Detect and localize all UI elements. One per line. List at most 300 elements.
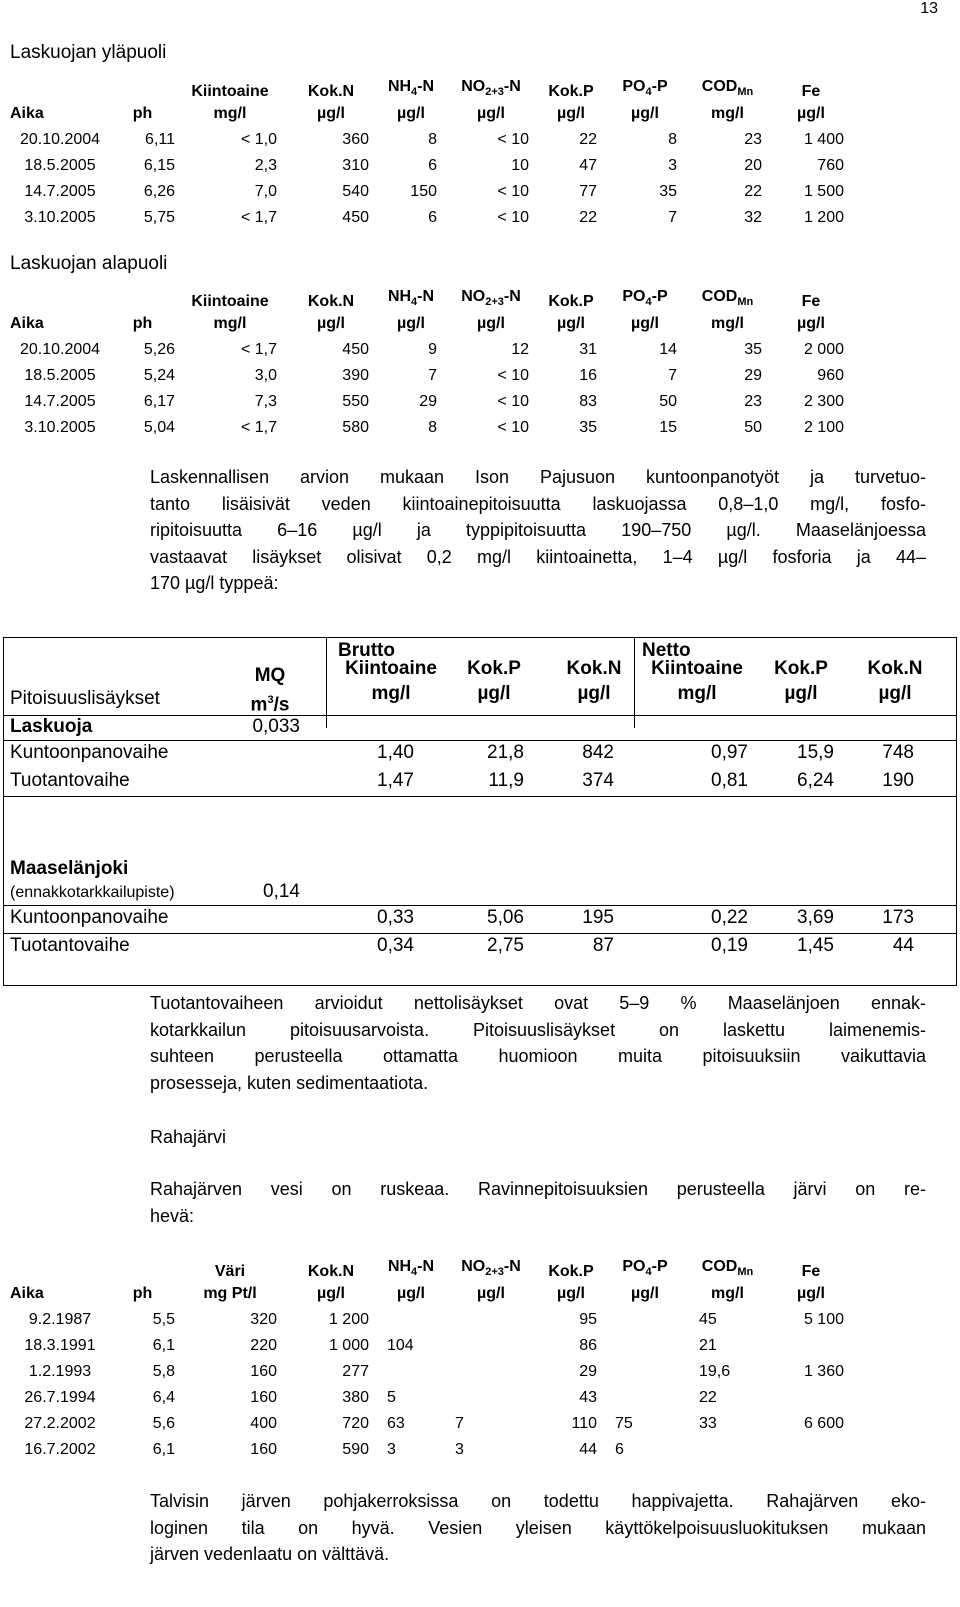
rahajarvi-cell: 29 [579,1363,597,1380]
upstream-cell: < 10 [497,209,529,226]
rahajarvi-cell: 160 [250,1389,277,1406]
upstream-header-kokn: Kok.N [307,83,355,100]
upstream-cell: 1 500 [803,183,844,200]
downstream-cell: 29 [744,367,762,384]
laskuoja-row-value: 1,40 [377,742,414,763]
rahajarvi-cell [445,1354,537,1380]
upstream-cell: 310 [342,157,369,174]
laskuoja-row-value: 842 [582,742,614,763]
rahajarvi-header-no23-unit: µg/l [477,1285,505,1302]
upstream-header-no23-unit: µg/l [477,105,505,122]
upstream-header-cod-unit: mg/l [711,105,744,122]
rahajarvi-row [10,1406,852,1432]
downstream-row [10,384,852,410]
header-unit: mg/l [371,683,411,704]
rahajarvi-cell: 6,1 [152,1337,175,1354]
upstream-cell: < 1,0 [240,131,277,148]
paragraph-line: Laskennallisen arvion mukaan Ison Pajusuon kuntoonpanotyöt ja turvetuo- [150,467,926,487]
rahajarvi-cell: 27.2.2002 [24,1415,96,1432]
upstream-header-aika [10,78,110,100]
downstream-cell: 35 [744,341,762,358]
upstream-header-cod: $COD_{Mn}$ [701,77,754,98]
downstream-cell: 3.10.2005 [24,419,96,436]
upstream-header-nh4-unit: µg/l [397,105,425,122]
upstream-row [10,122,852,148]
laskuoja-row-value: 11,9 [488,770,524,791]
downstream-cell: < 1,7 [240,419,277,436]
rahajarvi-cell: 7 [455,1415,464,1432]
upstream-cell: 6,11 [145,131,175,148]
upstream-header-kiintoaine: Kiintoaine [191,83,269,100]
laskuoja-row-label: Tuotantovaihe [10,770,130,791]
downstream-cell: 14.7.2005 [24,393,96,410]
rahajarvi-cell [770,1380,852,1406]
upstream-cell: 6,26 [143,183,175,200]
rahajarvi-cell: 75 [615,1415,633,1432]
downstream-grid [10,288,852,436]
rahajarvi-header-nh4: $NH_4-N$ [387,1257,435,1278]
upstream-cell: 32 [744,209,762,226]
paragraph-line: loginen tila on hyvä. Vesien yleisen käyttökelpoisuusluokituksen mukaan [150,1517,926,1538]
paragraph-line: prosesseja, kuten sedimentaatiota. [150,1072,429,1093]
downstream-header-aika [10,288,110,310]
downstream-cell: 5,26 [143,341,175,358]
upstream-cell: 6,15 [143,157,175,174]
rahajarvi-cell: 6,1 [152,1441,175,1458]
laskuoja-row-value: 21,8 [487,742,524,763]
page-number: 13 [920,0,938,17]
maaselanjoki-row-label: Kuntoonpanovaihe [10,907,169,928]
rahajarvi-cell: 3 [455,1441,464,1458]
upstream-cell: 450 [342,209,369,226]
header-unit: µg/l [878,683,912,704]
paragraph-line: Talvisin järven pohjakerroksissa on todettu happivajetta. Rahajärven eko- [150,1491,926,1511]
rahajarvi-cell: 1 200 [328,1311,369,1328]
upstream-cell: 1 400 [803,131,844,148]
maaselanjoki-row-value: 0,19 [711,935,748,956]
upstream-grid [10,78,852,226]
upstream-header-kokn-unit: µg/l [317,105,345,122]
rahajarvi-cell: 400 [250,1415,277,1432]
rahajarvi-cell [685,1432,770,1458]
rahajarvi-header-kokn: Kok.N [307,1263,355,1280]
laskuoja-label: Laskuoja [10,716,93,737]
downstream-header-fe: Fe [801,293,821,310]
downstream-header-kiintoaine: Kiintoaine [191,293,269,310]
downstream-cell: 20.10.2004 [19,341,101,358]
rahajarvi-header-cod-unit: mg/l [711,1285,744,1302]
downstream-cell: 14 [659,341,677,358]
rahajarvi-cell: 16.7.2002 [24,1441,96,1458]
rahajarvi-cell: 277 [342,1363,369,1380]
downstream-cell: 390 [342,367,369,384]
downstream-table [10,288,852,436]
downstream-cell: < 10 [497,393,529,410]
laskuoja-row-value: 15,9 [797,742,834,763]
downstream-cell: 2 300 [803,393,844,410]
downstream-header-cod: $COD_{Mn}$ [701,287,754,308]
rahajarvi-cell: 63 [387,1415,405,1432]
maaselanjoki-row-value: 87 [592,935,614,956]
rahajarvi-cell: 9.2.1987 [28,1311,92,1328]
netto-header: Netto [642,640,691,661]
rahajarvi-header-vari-unit: mg Pt/l [203,1285,257,1302]
downstream-header-kiintoaine-unit: mg/l [213,315,247,332]
paragraph-line: suhteen perusteella ottamatta huomioon muita pitoisuuksiin vaikuttavia [150,1046,926,1066]
rahajarvi-cell: 380 [342,1389,369,1406]
upstream-cell: 47 [579,157,597,174]
paragraph-line: järven vedenlaatu on välttävä. [150,1544,390,1564]
maaselanjoki-row-value: 5,06 [487,907,524,928]
upstream-cell: 10 [511,157,529,174]
upstream-cell: 22 [579,209,597,226]
rahajarvi-header-aika-unit: Aika [10,1285,44,1302]
downstream-cell: 18.5.2005 [24,367,96,384]
rahajarvi-header-fe-unit: µg/l [797,1285,825,1302]
rahajarvi-header-no23: $NO_{2+3}-N$ [461,1257,521,1278]
downstream-header-ph-unit: ph [132,315,153,332]
mq-header [230,664,310,717]
upstream-cell: 14.7.2005 [24,183,96,200]
brutto-kokn-header [559,656,629,706]
rahajarvi-row [10,1328,852,1354]
downstream-cell: 35 [579,419,597,436]
upstream-cell: 7 [668,209,677,226]
rahajarvi-row [10,1354,852,1380]
downstream-header-nh4: $NH_4-N$ [387,287,435,308]
paragraph-line: ripitoisuutta 6–16 µg/l ja typpipitoisuutta 190–750 µg/l. Maaselänjoessa [150,520,926,540]
rahajarvi-cell: 220 [250,1337,277,1354]
rahajarvi-cell: 3 [387,1441,396,1458]
laskuoja-row-value: 748 [882,742,914,763]
header-label: Kiintoaine [345,658,437,679]
rahajarvi-row [10,1432,852,1458]
upstream-cell: 8 [668,131,677,148]
rahajarvi-header-cod: $COD_{Mn}$ [701,1257,754,1278]
downstream-cell: 83 [579,393,597,410]
downstream-header-kokn: Kok.N [307,293,355,310]
maaselanjoki-row-value: 173 [882,907,914,928]
downstream-cell: 6,17 [143,393,175,410]
rahajarvi-cell [445,1328,537,1354]
rahajarvi-cell [605,1302,685,1328]
paragraph-net-increase [150,990,926,1096]
paragraph-line: 170 µg/l typpeä: [150,573,279,593]
paragraph-rahajarvi [150,1176,926,1229]
rahajarvi-cell: 104 [387,1337,414,1354]
rahajarvi-header-po4-unit: µg/l [631,1285,659,1302]
downstream-header-po4-unit: µg/l [631,315,659,332]
brutto-header: Brutto [338,640,395,661]
paragraph-line: tanto lisäisivät veden kiintoainepitoisuutta laskuojassa 0,8–1,0 mg/l, fosfo- [150,493,926,514]
maaselanjoki-row-value: 0,22 [711,907,748,928]
rahajarvi-cell: 1 360 [803,1363,844,1380]
netto-kokn-header [860,656,930,706]
rahajarvi-cell: 45 [699,1311,717,1328]
rahajarvi-heading: Rahajärvi [150,1127,227,1147]
downstream-header-ph [110,288,175,310]
rahajarvi-header-vari: Väri [214,1263,246,1280]
rahajarvi-cell: 21 [699,1337,717,1354]
rahajarvi-header-nh4-unit: µg/l [397,1285,425,1302]
rahajarvi-cell: 590 [342,1441,369,1458]
upstream-header-ph-unit: ph [132,105,153,122]
netto-kiintoaine-header [640,656,754,706]
rahajarvi-cell: 5,6 [152,1415,175,1432]
rahajarvi-cell: 95 [579,1311,597,1328]
downstream-cell: 15 [659,419,677,436]
rahajarvi-cell [605,1354,685,1380]
upstream-row [10,174,852,200]
upstream-cell: 6 [428,157,437,174]
section-title-downstream: Laskuojan alapuoli [10,253,168,274]
paragraph-line: vastaavat lisäykset olisivat 0,2 mg/l kiintoainetta, 1–4 µg/l fosforia ja 44– [150,546,926,567]
upstream-cell: 20 [744,157,762,174]
maaselanjoki-row-value: 3,69 [797,907,834,928]
downstream-cell: 7 [668,367,677,384]
rahajarvi-cell: 6 [615,1441,624,1458]
header-unit: µg/l [577,683,611,704]
upstream-cell: 150 [410,183,437,200]
rahajarvi-header-kokn-unit: µg/l [317,1285,345,1302]
upstream-header-no23: $NO_{2+3}-N$ [461,77,521,98]
laskuoja-row-value: 0,81 [711,770,748,791]
maaselanjoki-row-value: 44 [892,935,914,956]
rahajarvi-table [10,1258,852,1458]
upstream-header-fe: Fe [801,83,821,100]
downstream-row [10,410,852,436]
upstream-cell: 540 [342,183,369,200]
rahajarvi-cell: 5 [387,1389,396,1406]
upstream-row [10,148,852,174]
upstream-cell: 2,3 [254,157,277,174]
rahajarvi-cell: 720 [342,1415,369,1432]
downstream-cell: 7,3 [254,393,277,410]
downstream-cell: < 10 [497,419,529,436]
rahajarvi-cell [377,1302,445,1328]
header-unit: mg/l [677,683,717,704]
upstream-cell: 1 200 [803,209,844,226]
rahajarvi-cell [445,1302,537,1328]
maaselanjoki-row-value: 1,45 [797,935,834,956]
downstream-header-fe-unit: µg/l [797,315,825,332]
upstream-cell: 23 [744,131,762,148]
downstream-header-kokp: Kok.P [548,293,594,310]
downstream-cell: < 10 [497,367,529,384]
downstream-header-no23-unit: µg/l [477,315,505,332]
rahajarvi-cell: 18.3.1991 [24,1337,96,1354]
header-label: Kok.N [867,658,923,679]
laskuoja-row-label: Kuntoonpanovaihe [10,742,169,763]
downstream-cell: 550 [342,393,369,410]
upstream-cell: < 1,7 [240,209,277,226]
downstream-cell: 31 [579,341,597,358]
mq-unit: $m^3/s$ [250,694,290,716]
upstream-cell: 360 [342,131,369,148]
laskuoja-row-value: 374 [582,770,614,791]
upstream-cell: 7,0 [254,183,277,200]
downstream-cell: 450 [342,341,369,358]
paragraph-line: kotarkkailun pitoisuusarvoista. Pitoisuuslisäykset on laskettu laimenemis- [150,1019,926,1040]
section-title-upstream: Laskuojan yläpuoli [10,42,167,63]
rahajarvi-cell: 1 000 [328,1337,369,1354]
rahajarvi-cell: 5 100 [803,1311,844,1328]
rahajarvi-header-fe: Fe [801,1263,821,1280]
downstream-cell: 50 [659,393,677,410]
header-unit: µg/l [477,683,511,704]
rahajarvi-cell: 160 [250,1441,277,1458]
downstream-cell: 50 [744,419,762,436]
pitoisuuslisaykset-label: Pitoisuuslisäykset [10,688,160,709]
downstream-header-no23: $NO_{2+3}-N$ [461,287,521,308]
downstream-header-po4: $PO_4-P$ [622,287,668,308]
paragraph-line: Rahajärven vesi on ruskeaa. Ravinnepitoisuuksien perusteella järvi on re- [150,1179,926,1199]
upstream-cell: 22 [579,131,597,148]
paragraph-winter [150,1488,926,1568]
rahajarvi-cell: 5,5 [152,1311,175,1328]
upstream-header-po4: $PO_4-P$ [622,77,668,98]
rahajarvi-cell [377,1354,445,1380]
upstream-header-kokp-unit: µg/l [557,105,585,122]
rahajarvi-cell: 26.7.1994 [24,1389,96,1406]
downstream-cell: 580 [342,419,369,436]
upstream-cell: 18.5.2005 [24,157,96,174]
rahajarvi-header-kokp: Kok.P [548,1263,594,1280]
upstream-row [10,200,852,226]
upstream-header-po4-unit: µg/l [631,105,659,122]
downstream-header-cod-unit: mg/l [711,315,744,332]
paragraph-estimate [150,464,926,597]
maaselanjoki-sublabel: (ennakkotarkkailupiste) [10,884,175,901]
rahajarvi-cell: 6 600 [803,1415,844,1432]
laskuoja-mq: 0,033 [252,716,300,737]
upstream-cell: 20.10.2004 [19,131,101,148]
downstream-cell: 7 [428,367,437,384]
downstream-cell: 9 [428,341,437,358]
rahajarvi-cell: 22 [699,1389,717,1406]
rahajarvi-header-aika [10,1258,110,1280]
rahajarvi-cell: 5,8 [152,1363,175,1380]
laskuoja-row-value: 1,47 [377,770,414,791]
upstream-cell: 3 [668,157,677,174]
upstream-cell: 22 [744,183,762,200]
downstream-row [10,358,852,384]
upstream-cell: < 10 [497,131,529,148]
upstream-cell: 6 [428,209,437,226]
rahajarvi-header-ph-unit: ph [132,1285,153,1302]
upstream-header-kiintoaine-unit: mg/l [213,105,247,122]
downstream-cell: 2 000 [803,341,844,358]
rahajarvi-cell: 110 [571,1415,597,1432]
laskuoja-row-value: 190 [882,770,914,791]
maaselanjoki-row-value: 2,75 [487,935,524,956]
downstream-cell: 16 [579,367,597,384]
downstream-cell: 23 [744,393,762,410]
rahajarvi-cell [605,1328,685,1354]
upstream-cell: < 10 [497,183,529,200]
rahajarvi-row [10,1302,852,1328]
netto-kokp-header [766,656,836,706]
maaselanjoki-mq: 0,14 [263,881,300,902]
header-label: Kok.N [566,658,622,679]
header-label: Kok.P [467,658,521,679]
rahajarvi-cell: 33 [699,1415,717,1432]
downstream-cell: 29 [419,393,437,410]
brutto-kiintoaine-header [334,656,448,706]
rahajarvi-cell [445,1380,537,1406]
rahajarvi-cell: 160 [250,1363,277,1380]
rahajarvi-cell [770,1432,852,1458]
rahajarvi-header-ph [110,1258,175,1280]
rahajarvi-grid [10,1258,852,1458]
rahajarvi-cell [770,1328,852,1354]
downstream-header-kokn-unit: µg/l [317,315,345,332]
laskuoja-row-value: 0,97 [711,742,748,763]
rahajarvi-cell: 320 [250,1311,277,1328]
downstream-cell: 5,24 [143,367,175,384]
maaselanjoki-label: Maaselänjoki [10,858,129,879]
upstream-cell: 77 [579,183,597,200]
header-label: Kiintoaine [651,658,743,679]
header-unit: µg/l [784,683,818,704]
downstream-header-kokp-unit: µg/l [557,315,585,332]
rahajarvi-cell: 19,6 [699,1363,731,1380]
downstream-header-aika-unit: Aika [10,315,44,332]
downstream-cell: 8 [428,419,437,436]
downstream-cell: 12 [511,341,529,358]
concentration-increase-table [3,637,957,986]
rahajarvi-cell [605,1380,685,1406]
upstream-cell: 3.10.2005 [24,209,96,226]
laskuoja-row-value: 6,24 [797,770,834,791]
maaselanjoki-row-label: Tuotantovaihe [10,935,130,956]
downstream-cell: 5,04 [143,419,175,436]
upstream-cell: 5,75 [143,209,175,226]
upstream-cell: 8 [428,131,437,148]
downstream-cell: 3,0 [254,367,277,384]
rahajarvi-cell: 44 [579,1441,597,1458]
paragraph-line: Tuotantovaiheen arvioidut nettolisäykset ovat 5–9 % Maaselänjoen ennak- [150,993,926,1013]
maaselanjoki-row-value: 195 [582,907,614,928]
rahajarvi-header-kokp-unit: µg/l [557,1285,585,1302]
rahajarvi-cell: 43 [579,1389,597,1406]
downstream-cell: < 1,7 [240,341,277,358]
rahajarvi-cell: 1.2.1993 [28,1363,92,1380]
header-label: Kok.P [774,658,828,679]
brutto-kokp-header [459,656,529,706]
rahajarvi-cell: 86 [579,1337,597,1354]
rahajarvi-row [10,1380,852,1406]
upstream-header-ph [110,78,175,100]
paragraph-line: hevä: [150,1205,195,1226]
maaselanjoki-row-value: 0,34 [377,935,414,956]
downstream-header-nh4-unit: µg/l [397,315,425,332]
upstream-header-aika-unit: Aika [10,105,44,122]
downstream-cell: 960 [817,367,844,384]
maaselanjoki-row-value: 0,33 [377,907,414,928]
mq-label: MQ [254,665,286,686]
upstream-header-fe-unit: µg/l [797,105,825,122]
rahajarvi-cell: 6,4 [152,1389,175,1406]
upstream-header-nh4: $NH_4-N$ [387,77,435,98]
downstream-cell: 2 100 [803,419,844,436]
upstream-table [10,78,852,226]
upstream-cell: 35 [659,183,677,200]
downstream-row [10,332,852,358]
rahajarvi-header-po4: $PO_4-P$ [622,1257,668,1278]
upstream-cell: 760 [817,157,844,174]
upstream-header-kokp: Kok.P [548,83,594,100]
